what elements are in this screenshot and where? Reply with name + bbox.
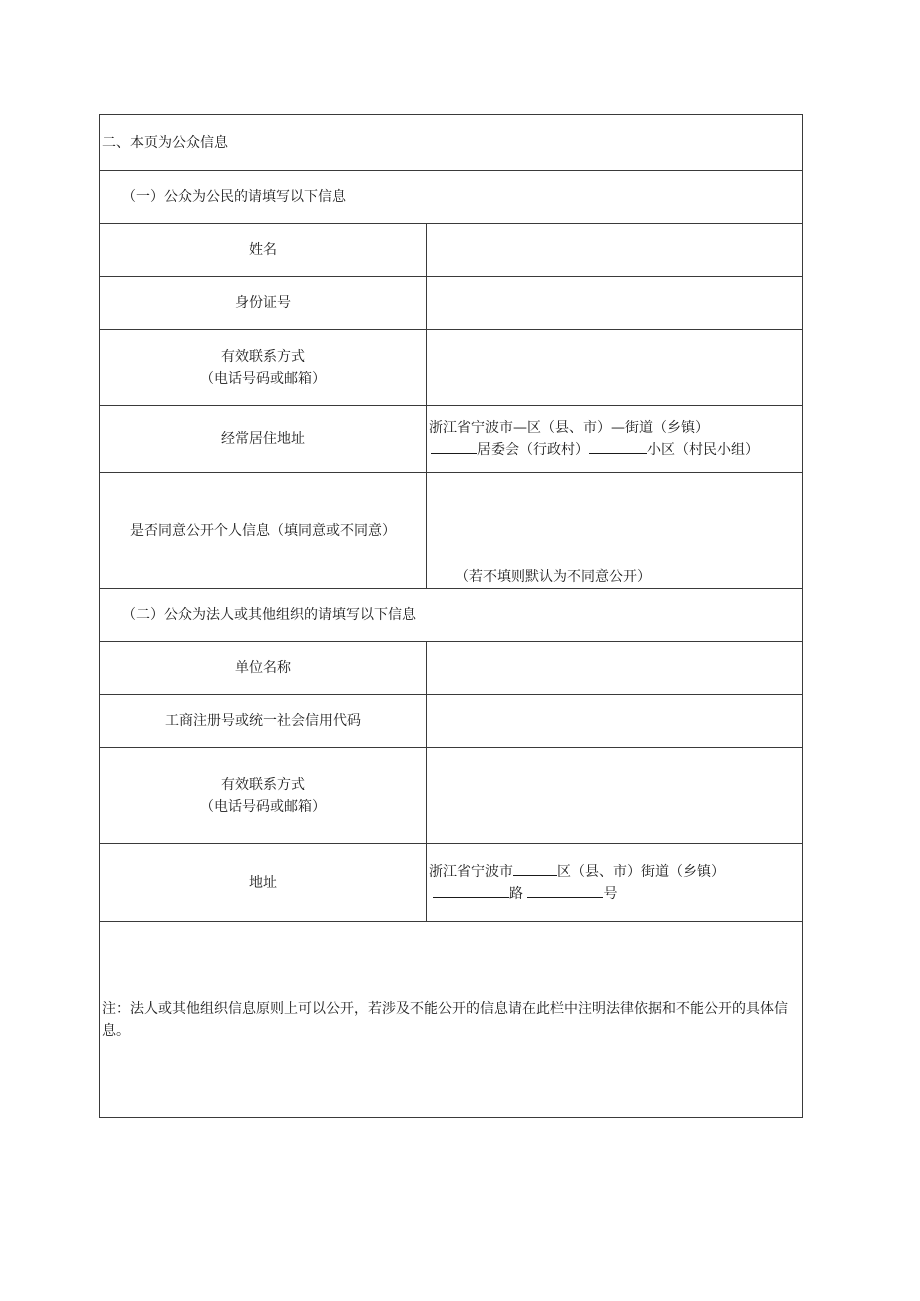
org-registration-field[interactable] (427, 695, 803, 748)
citizen-id-label: 身份证号 (100, 277, 427, 330)
citizen-name-row (100, 224, 803, 277)
residence-blank-community[interactable] (431, 439, 477, 454)
org-heading-row (100, 589, 803, 642)
org-heading: （二）公众为法人或其他组织的请填写以下信息 (100, 589, 803, 642)
citizen-consent-row (100, 473, 803, 589)
org-contact-label (100, 748, 427, 844)
org-unit-name-label: 单位名称 (100, 642, 427, 695)
citizen-id-field[interactable] (427, 277, 803, 330)
citizen-contact-label (100, 330, 427, 406)
citizen-id-row (100, 277, 803, 330)
section-title: 二、本页为公众信息 (100, 115, 803, 171)
citizen-contact-row (100, 330, 803, 406)
org-unit-name-field[interactable] (427, 642, 803, 695)
org-address-line-2-part2: 号 (603, 885, 618, 902)
org-address-field[interactable] (427, 844, 803, 922)
citizen-heading-row (100, 171, 803, 224)
citizen-consent-field[interactable] (427, 473, 803, 589)
note-cell[interactable] (100, 922, 803, 1118)
citizen-contact-field[interactable] (427, 330, 803, 406)
org-address-line-1 (429, 861, 802, 883)
org-address-line-1-part1: 浙江省宁波市 (429, 863, 513, 880)
org-address-row (100, 844, 803, 922)
residence-line-2-part2: 小区（村民小组） (647, 442, 759, 458)
section-title-row (100, 115, 803, 171)
residence-line-2-part1: 居委会（行政村） (477, 442, 589, 458)
org-address-line-2 (429, 883, 802, 905)
org-address-blank-number[interactable] (527, 883, 603, 898)
org-contact-field[interactable] (427, 748, 803, 844)
org-address-line-1-part2: 区（县、市）街道（乡镇） (557, 863, 725, 880)
citizen-name-label: 姓名 (100, 224, 427, 277)
org-address-blank-district[interactable] (513, 861, 557, 876)
citizen-residence-row (100, 406, 803, 473)
citizen-consent-label: 是否同意公开个人信息（填同意或不同意） (100, 473, 427, 589)
org-address-blank-road[interactable] (433, 883, 509, 898)
org-contact-row (100, 748, 803, 844)
residence-line-1: 浙江省宁波市—区（县、市）—街道（乡镇） (429, 420, 709, 436)
org-contact-label-line2: （电话号码或邮箱） (200, 798, 326, 815)
org-address-label: 地址 (100, 844, 427, 922)
org-contact-label-line1: 有效联系方式 (221, 776, 305, 793)
residence-blank-neighborhood[interactable] (589, 439, 647, 454)
citizen-contact-label-line1: 有效联系方式 (221, 348, 305, 365)
public-info-form-table (99, 114, 803, 1118)
citizen-residence-field[interactable] (427, 406, 803, 473)
org-registration-row (100, 695, 803, 748)
note-row (100, 922, 803, 1118)
citizen-name-field[interactable] (427, 224, 803, 277)
citizen-contact-label-line2: （电话号码或邮箱） (200, 370, 326, 387)
citizen-heading: （一）公众为公民的请填写以下信息 (100, 171, 803, 224)
org-registration-label: 工商注册号或统一社会信用代码 (100, 695, 427, 748)
org-address-line-2-part1: 路 (509, 885, 523, 902)
org-unit-name-row (100, 642, 803, 695)
residence-line-2 (429, 439, 802, 461)
citizen-consent-note: （若不填则默认为不同意公开） (455, 569, 651, 585)
citizen-residence-label: 经常居住地址 (100, 406, 427, 473)
note-text: 注：法人或其他组织信息原则上可以公开，若涉及不能公开的信息请在此栏中注明法律依据和不能公开的具体信息。 (102, 1000, 788, 1039)
